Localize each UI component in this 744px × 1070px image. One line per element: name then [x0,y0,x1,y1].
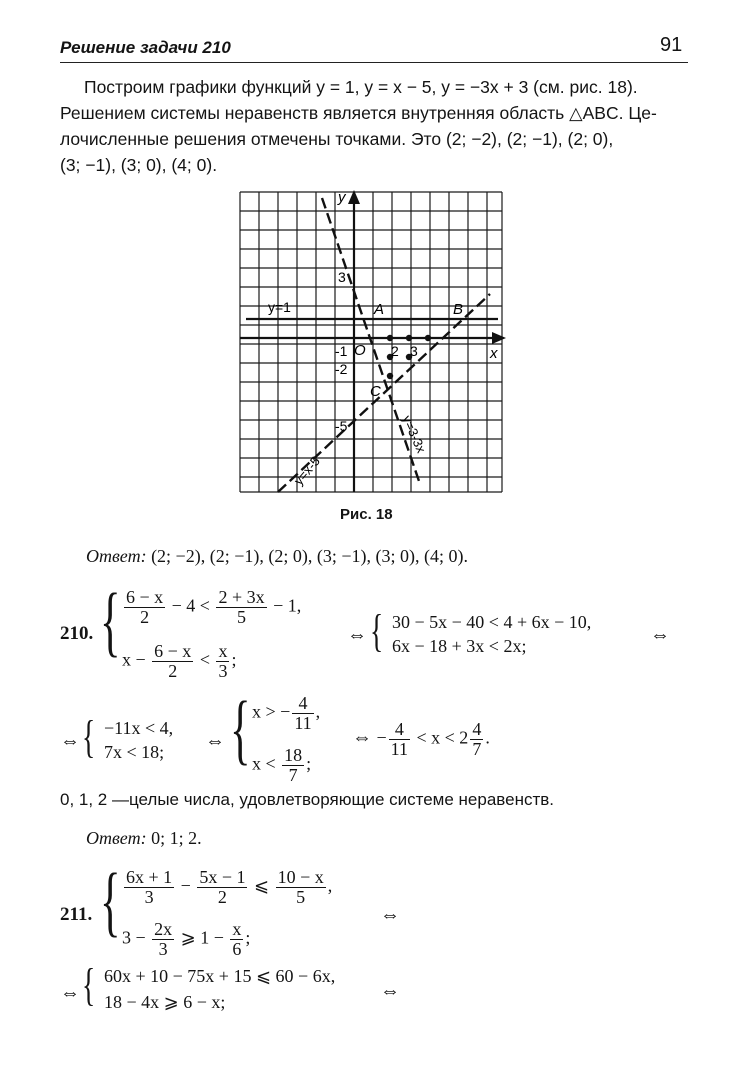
p210-inequality-1: $\frac{6 - x}{2}$ − 4 < $\frac{2 + 3x}{5}$ − 1, [126,587,302,627]
solution-point [387,373,393,379]
tick-y-3: 3 [338,269,346,285]
point-b-label: B [453,301,464,318]
page-number: 91 [660,34,683,56]
brace: { [100,577,121,664]
answer-value: 0; 1; 2. [151,828,202,848]
problem-211-number: 211. [60,904,93,925]
tick-y-minus-2: -2 [335,361,348,377]
line-y-equals-3-minus-3x [322,198,420,484]
solution-point [406,335,412,341]
p210-system-3-line-1: −11x < 4, [104,718,174,738]
y-axis-label: y [338,189,346,206]
problem-210-number: 210. [60,623,94,644]
tick-x-2: 2 [391,343,399,359]
equivalence-arrow: ⇔ [650,624,670,646]
intro-line-4: (3; −1), (3; 0), (4; 0). [60,155,218,175]
integer-solutions-note: 0, 1, 2 —целые числа, удовлетворяющие системе неравенств. [60,790,555,809]
figure-18 [236,186,514,498]
equivalence-arrow: ⇔ [60,730,80,752]
tick-x-3: 3 [410,343,418,359]
x-axis-arrow [492,332,506,344]
tick-x-minus-1: -1 [335,343,348,359]
x-axis-label: x [490,345,498,362]
header-rule [60,62,688,63]
intro-paragraph [60,74,692,178]
p210-inequality-2: x − $\frac{6 - x}{2}$ < $\frac{x}{3}$ ; [122,641,237,681]
brace: { [82,711,96,762]
label-line-x-minus-5: y=x-5 [290,453,323,488]
p210-result: ⇔ − $\frac{4}{11}$ < x < 2 $\frac{4}{7}$ . [352,719,490,759]
point-c-label: C [370,383,381,400]
p211-system-2-line-1: 60x + 10 − 75x + 15 ⩽ 60 − 6x, [104,966,336,986]
equivalence-arrow: ⇔ [347,624,367,646]
brace: { [230,685,251,772]
p210-system-4-line-2: x < $\frac{18}{7}$ ; [252,745,312,785]
running-title: Решение задачи 210 [60,38,231,57]
solution-point [425,335,431,341]
equivalence-arrow: ⇔ [60,982,80,1004]
tick-y-minus-5: -5 [335,418,348,434]
answer-value: (2; −2), (2; −1), (2; 0), (3; −1), (3; 0), (4; 0). [151,546,468,566]
p211-system-2-line-2: 18 − 4x ⩾ 6 − x; [104,992,226,1012]
equivalence-arrow: ⇔ [205,730,225,752]
brace: { [100,857,121,944]
p211-inequality-2: 3 − $\frac{2x}{3}$ ⩾ 1 − $\frac{x}{6}$ ; [122,919,251,959]
equivalence-arrow: ⇔ [380,980,400,1002]
intro-line-1: Построим графики функций y = 1, y = x − 5, y = −3x + 3 (см. рис. 18). [84,77,638,97]
p210-system-2-line-1: 30 − 5x − 40 < 4 + 6x − 10, [392,612,592,632]
origin-label: O [354,342,366,359]
p211-inequality-1: $\frac{6x + 1}{3}$ − $\frac{5x - 1}{2}$ ⩽ $\frac{10 - x}{5}$ , [126,867,333,907]
figure-caption: Рис. 18 [340,506,393,523]
point-a-label: A [374,301,385,318]
answer-1 [86,546,468,567]
answer-2 [86,828,202,849]
p210-system-3-line-2: 7x < 18; [104,742,165,762]
p210-system-2-line-2: 6x − 18 + 3x < 2x; [392,636,527,656]
solution-point [387,335,393,341]
answer-label: Ответ: [86,546,147,566]
intro-line-2: Решением системы неравенств является внутренняя область △ABC. Це- [60,103,657,123]
brace: { [370,605,384,656]
label-line-3-minus-3x: y=3-3x [399,413,429,456]
intro-line-3: лочисленные решения отмечены точками. Это (2; −2), (2; −1), (2; 0), [60,129,614,149]
answer-label: Ответ: [86,828,147,848]
p210-system-4-line-1: x > − $\frac{4}{11}$ , [252,693,321,733]
label-y1: y=1 [268,299,291,315]
equivalence-arrow: ⇔ [380,904,400,926]
brace: { [82,959,96,1010]
